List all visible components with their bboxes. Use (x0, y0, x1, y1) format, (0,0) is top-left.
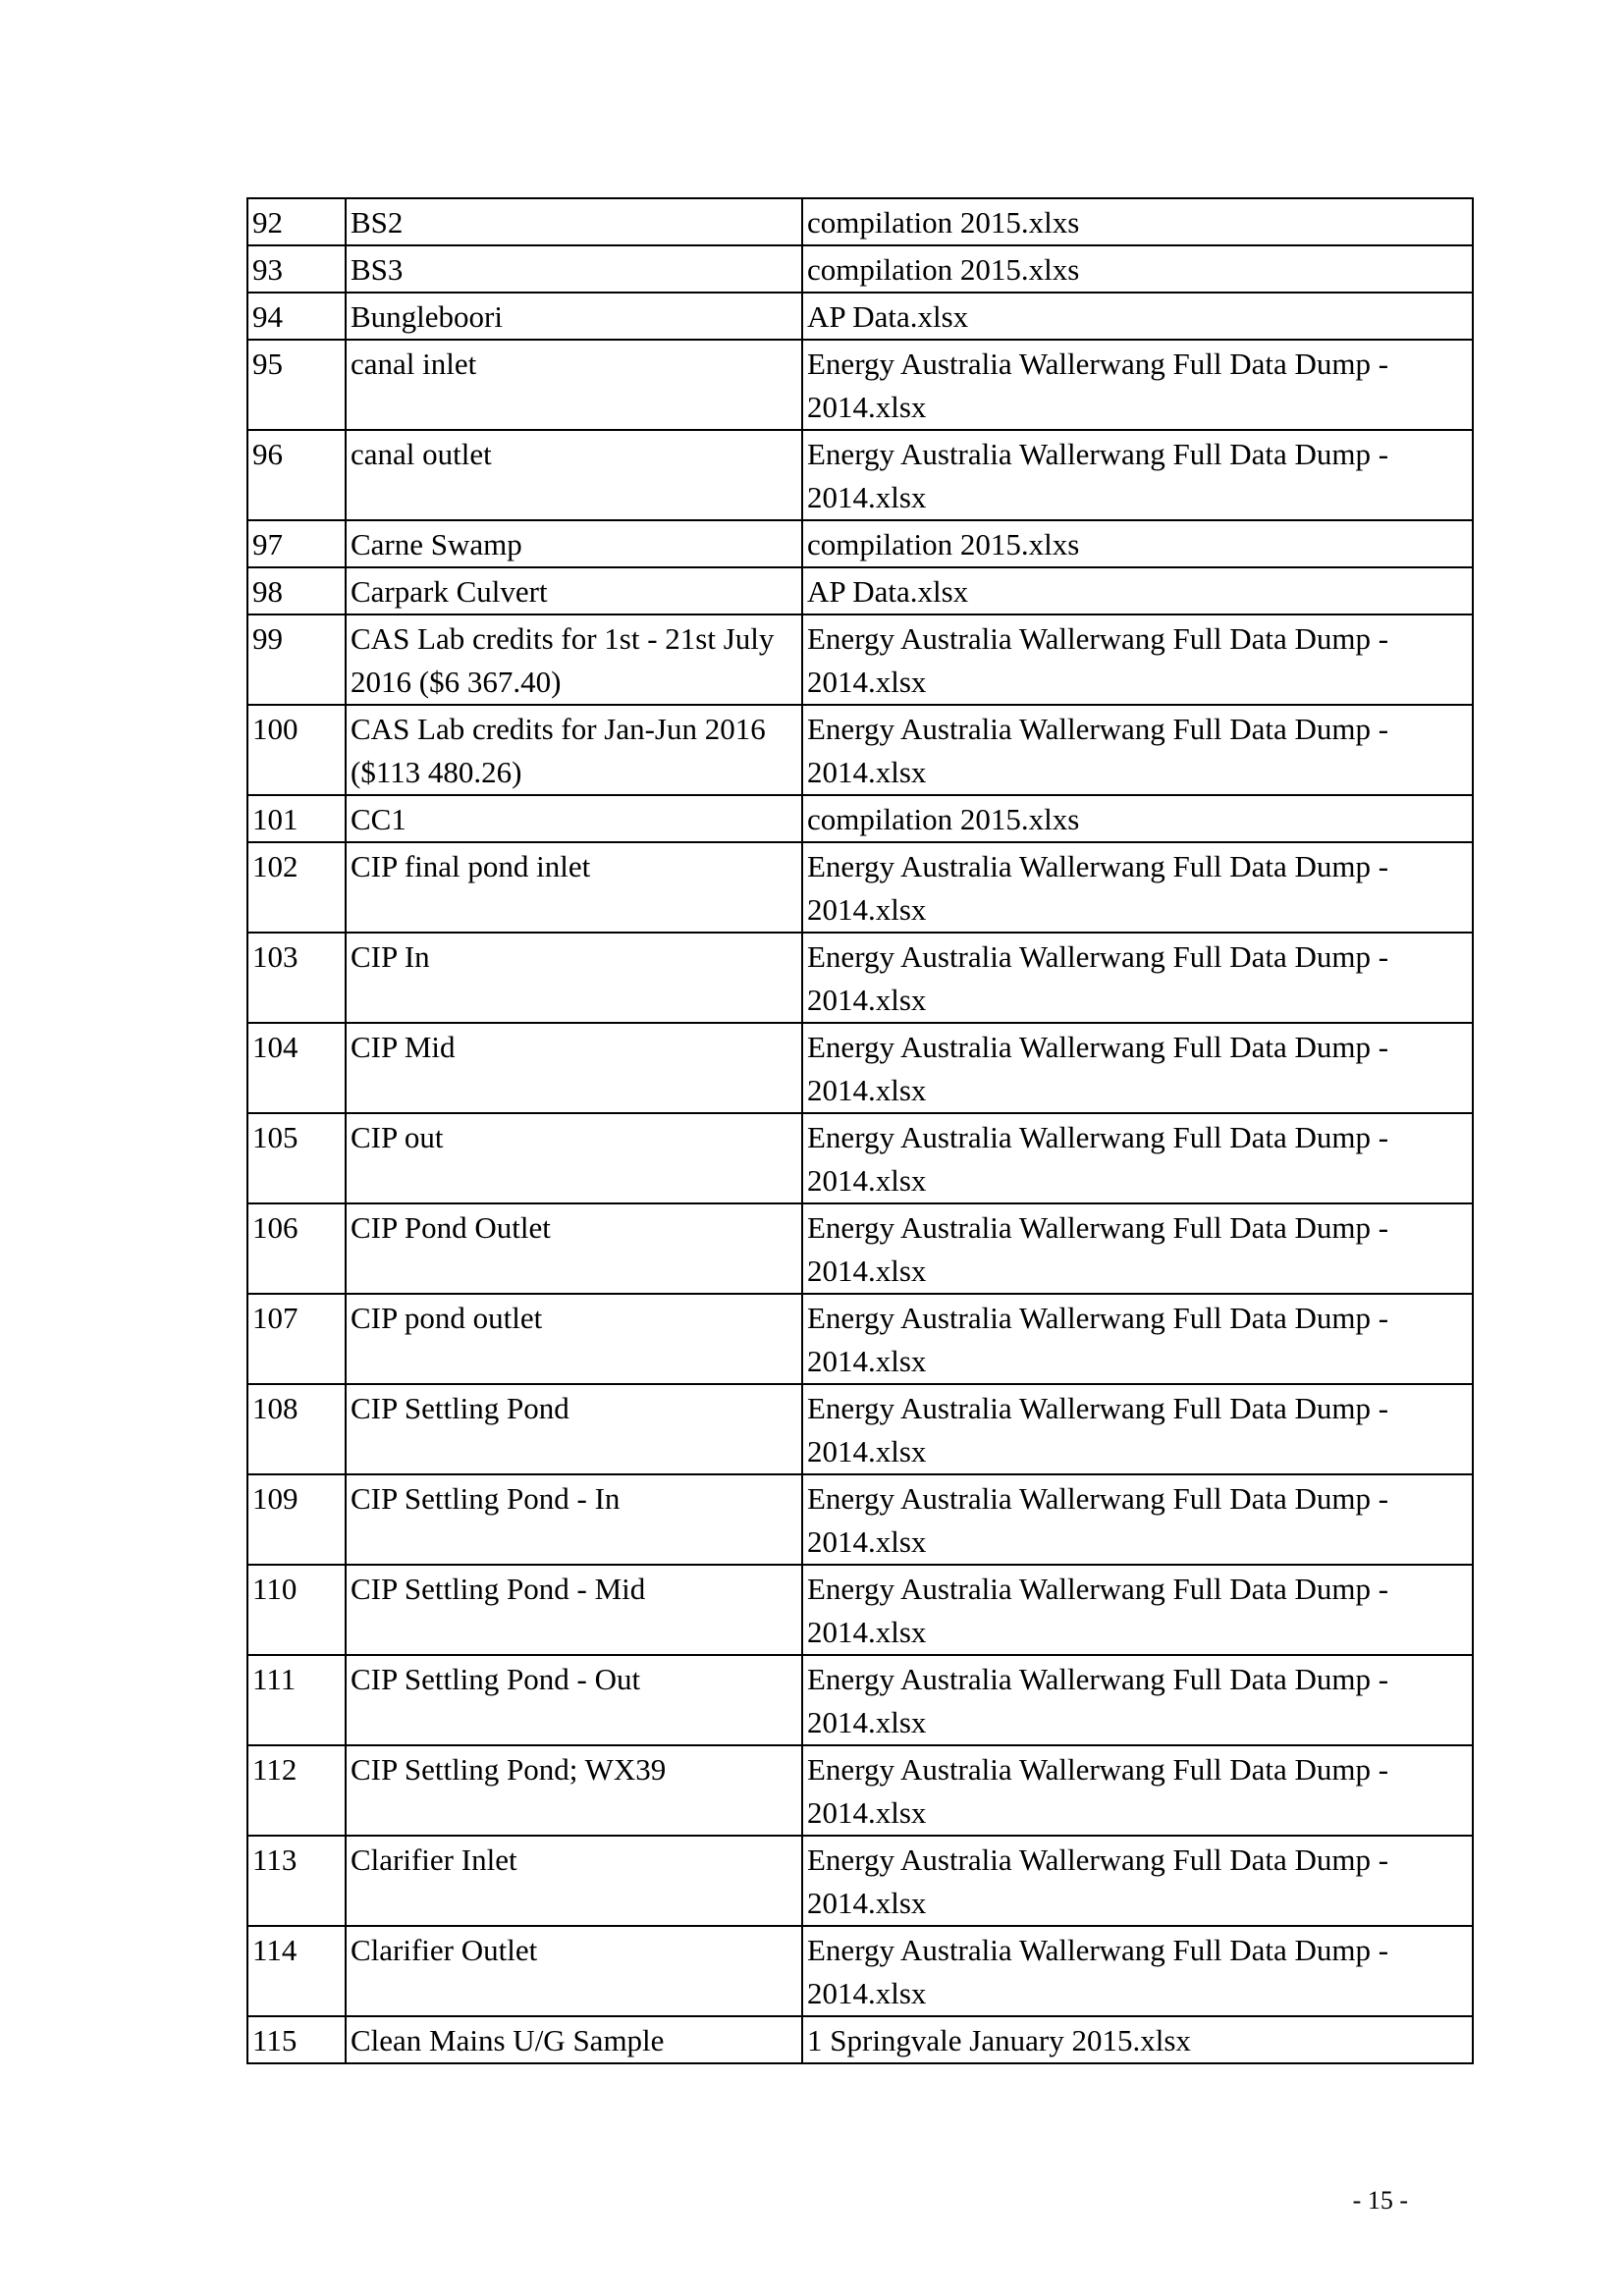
source-file-cell: Energy Australia Wallerwang Full Data Dump - 2014.xlsx (802, 1926, 1473, 2016)
page-number: - 15 - (1352, 2186, 1408, 2215)
sample-name-cell: canal outlet (346, 430, 802, 520)
table-row (247, 1565, 1473, 1655)
sample-name-cell: Clean Mains U/G Sample (346, 2016, 802, 2063)
row-number-cell: 109 (247, 1474, 346, 1565)
table-row (247, 614, 1473, 705)
table-row (247, 1926, 1473, 2016)
sample-name-cell: CIP Mid (346, 1023, 802, 1113)
sample-name-cell: CAS Lab credits for Jan-Jun 2016 ($113 480.26) (346, 705, 802, 795)
row-number-cell: 96 (247, 430, 346, 520)
row-number-cell: 94 (247, 293, 346, 340)
table-row (247, 1836, 1473, 1926)
row-number-cell: 99 (247, 614, 346, 705)
sample-name-cell: Clarifier Inlet (346, 1836, 802, 1926)
source-file-cell: Energy Australia Wallerwang Full Data Dump - 2014.xlsx (802, 430, 1473, 520)
source-file-cell: Energy Australia Wallerwang Full Data Dump - 2014.xlsx (802, 1294, 1473, 1384)
sample-name-cell: CC1 (346, 795, 802, 842)
sample-name-cell: CAS Lab credits for 1st - 21st July 2016 ($6 367.40) (346, 614, 802, 705)
source-file-cell: compilation 2015.xlxs (802, 198, 1473, 245)
table-row (247, 795, 1473, 842)
row-number-cell: 110 (247, 1565, 346, 1655)
source-file-cell: Energy Australia Wallerwang Full Data Dump - 2014.xlsx (802, 1655, 1473, 1745)
row-number-cell: 92 (247, 198, 346, 245)
row-number-cell: 95 (247, 340, 346, 430)
row-number-cell: 107 (247, 1294, 346, 1384)
table-row (247, 2016, 1473, 2063)
sample-name-cell: Clarifier Outlet (346, 1926, 802, 2016)
sample-name-cell: CIP In (346, 933, 802, 1023)
sample-name-cell: CIP out (346, 1113, 802, 1203)
source-file-cell: Energy Australia Wallerwang Full Data Dump - 2014.xlsx (802, 1565, 1473, 1655)
source-file-cell: Energy Australia Wallerwang Full Data Dump - 2014.xlsx (802, 1836, 1473, 1926)
row-number-cell: 106 (247, 1203, 346, 1294)
table-row (247, 1294, 1473, 1384)
source-file-cell: Energy Australia Wallerwang Full Data Dump - 2014.xlsx (802, 1203, 1473, 1294)
row-number-cell: 103 (247, 933, 346, 1023)
table-row (247, 933, 1473, 1023)
source-file-cell: Energy Australia Wallerwang Full Data Dump - 2014.xlsx (802, 1384, 1473, 1474)
row-number-cell: 113 (247, 1836, 346, 1926)
row-number-cell: 102 (247, 842, 346, 933)
table-row (247, 1745, 1473, 1836)
source-file-cell: Energy Australia Wallerwang Full Data Dump - 2014.xlsx (802, 1745, 1473, 1836)
source-file-cell: compilation 2015.xlxs (802, 245, 1473, 293)
source-file-cell: Energy Australia Wallerwang Full Data Dump - 2014.xlsx (802, 1023, 1473, 1113)
table-row (247, 1113, 1473, 1203)
sample-name-cell: CIP Pond Outlet (346, 1203, 802, 1294)
table-row (247, 1384, 1473, 1474)
sample-name-cell: CIP pond outlet (346, 1294, 802, 1384)
table-body (247, 198, 1473, 2063)
sample-name-cell: BS3 (346, 245, 802, 293)
source-file-cell: Energy Australia Wallerwang Full Data Dump - 2014.xlsx (802, 933, 1473, 1023)
sample-name-cell: canal inlet (346, 340, 802, 430)
sample-name-cell: CIP Settling Pond - In (346, 1474, 802, 1565)
row-number-cell: 93 (247, 245, 346, 293)
sample-name-cell: CIP Settling Pond - Out (346, 1655, 802, 1745)
sample-name-cell: CIP Settling Pond; WX39 (346, 1745, 802, 1836)
table-row (247, 293, 1473, 340)
table-row (247, 1203, 1473, 1294)
row-number-cell: 114 (247, 1926, 346, 2016)
row-number-cell: 100 (247, 705, 346, 795)
table-row (247, 1655, 1473, 1745)
sample-name-cell: BS2 (346, 198, 802, 245)
row-number-cell: 104 (247, 1023, 346, 1113)
sample-name-cell: Carne Swamp (346, 520, 802, 567)
table-row (247, 567, 1473, 614)
table-row (247, 1474, 1473, 1565)
source-file-cell: AP Data.xlsx (802, 567, 1473, 614)
source-file-cell: Energy Australia Wallerwang Full Data Dump - 2014.xlsx (802, 614, 1473, 705)
row-number-cell: 98 (247, 567, 346, 614)
source-file-cell: Energy Australia Wallerwang Full Data Dump - 2014.xlsx (802, 340, 1473, 430)
source-file-cell: Energy Australia Wallerwang Full Data Dump - 2014.xlsx (802, 1474, 1473, 1565)
source-file-cell: Energy Australia Wallerwang Full Data Dump - 2014.xlsx (802, 705, 1473, 795)
table-row (247, 1023, 1473, 1113)
table-row (247, 705, 1473, 795)
sample-name-cell: CIP final pond inlet (346, 842, 802, 933)
row-number-cell: 111 (247, 1655, 346, 1745)
table-row (247, 340, 1473, 430)
sample-name-cell: CIP Settling Pond (346, 1384, 802, 1474)
sample-name-cell: CIP Settling Pond - Mid (346, 1565, 802, 1655)
table-row (247, 198, 1473, 245)
data-source-table (246, 197, 1474, 2064)
row-number-cell: 108 (247, 1384, 346, 1474)
source-file-cell: Energy Australia Wallerwang Full Data Dump - 2014.xlsx (802, 842, 1473, 933)
source-file-cell: Energy Australia Wallerwang Full Data Dump - 2014.xlsx (802, 1113, 1473, 1203)
sample-name-cell: Carpark Culvert (346, 567, 802, 614)
table-row (247, 245, 1473, 293)
row-number-cell: 112 (247, 1745, 346, 1836)
row-number-cell: 105 (247, 1113, 346, 1203)
source-file-cell: AP Data.xlsx (802, 293, 1473, 340)
sample-name-cell: Bungleboori (346, 293, 802, 340)
row-number-cell: 101 (247, 795, 346, 842)
source-file-cell: compilation 2015.xlxs (802, 795, 1473, 842)
row-number-cell: 115 (247, 2016, 346, 2063)
row-number-cell: 97 (247, 520, 346, 567)
table-row (247, 520, 1473, 567)
table-row (247, 430, 1473, 520)
source-file-cell: compilation 2015.xlxs (802, 520, 1473, 567)
table-row (247, 842, 1473, 933)
source-file-cell: 1 Springvale January 2015.xlsx (802, 2016, 1473, 2063)
